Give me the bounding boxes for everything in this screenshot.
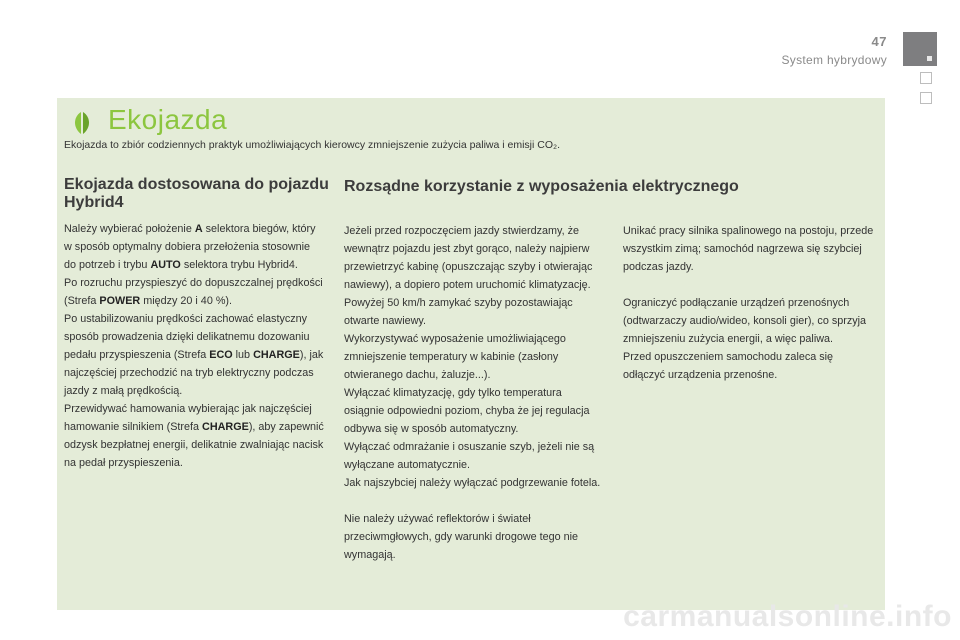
- ecodriving-panel: [57, 98, 885, 610]
- chapter-tab: [903, 32, 937, 66]
- right-column-text: [623, 222, 877, 384]
- middle-paragraph: Powyżej 50 km/h zamykać szyby pozostawiając otwarte nawiewy.: [344, 297, 573, 327]
- middle-paragraph: Wykorzystywać wyposażenie umożliwiającego zmniejszenie temperatury w kabinie (zasłony otwieranego dachu, żaluzje...).: [344, 333, 566, 381]
- leaf-icon: [69, 110, 95, 136]
- left-column-text: Należy wybierać położenie A selektora biegów, który w sposób optymalny dobiera przełożenia stosownie do potrzeb i trybu AUTO selektora trybu Hybrid4. Po rozruchu przyspieszyć do dopuszczalnej prędkości (Strefa POWER między 20 i 40 %). Po ustabilizowaniu prędkości zachować elastyczny sposób prowadzenia dzięki delikatnemu dozowaniu pedału przyspieszenia (Strefa ECO lub CHARGE), jak najczęściej przechodzić na tryb elektryczny podczas jazdy z małą prędkością. Przewidywać hamowania wybierając jak najczęściej hamowanie silnikiem (Strefa CHARGE), aby zapewnić odzysk bezpłatnej energii, delikatnie zwalniając nacisk na pedał przyspieszenia.: [64, 223, 324, 469]
- middle-paragraph: Jak najszybciej należy wyłączać podgrzewanie fotela.: [344, 477, 601, 489]
- right-paragraph: Ograniczyć podłączanie urządzeń przenośnych (odtwarzaczy audio/wideo, konsoli gier), co sprzyja zmniejszeniu zużycia energii, a więc paliwa.: [623, 297, 867, 345]
- middle-paragraph: Jeżeli przed rozpoczęciem jazdy stwierdzamy, że wewnątrz pojazdu jest zbyt gorąco, należy najpierw przewietrzyć kabinę (opuszczając szyby i otwierając nawiewy), a dopiero potem uruchomić klimatyzację.: [344, 225, 593, 291]
- intro-text: Ekojazda to zbiór codziennych praktyk umożliwiających kierowcy zmniejszenie zużycia paliwa i emisji CO₂.: [64, 139, 561, 151]
- right-paragraph: Unikać pracy silnika spalinowego na postoju, przede wszystkim zimą; samochód nagrzewa się szybciej podczas jazdy.: [623, 225, 874, 273]
- section-name: System hybrydowy: [781, 53, 887, 67]
- watermark: carmanualsonline.info: [623, 600, 952, 633]
- middle-paragraph: Nie należy używać reflektorów i świateł przeciwmgłowych, gdy warunki drogowe tego nie wymagają.: [344, 513, 579, 561]
- left-heading: Ekojazda dostosowana do pojazdu Hybrid4: [64, 176, 329, 211]
- page-number: 47: [871, 34, 887, 49]
- tab-mark: [927, 56, 932, 61]
- right-heading: Rozsądne korzystanie z wyposażenia elektrycznego: [344, 178, 739, 195]
- middle-column-text: [344, 222, 602, 564]
- right-paragraph: Przed opuszczeniem samochodu zaleca się odłączyć urządzenia przenośne.: [623, 351, 834, 381]
- chapter-tab-empty-1: [920, 72, 932, 84]
- middle-paragraph: Wyłączać odmrażanie i osuszanie szyb, jeżeli nie są wyłączane automatycznie.: [344, 441, 595, 471]
- middle-paragraph: Wyłączać klimatyzację, gdy tylko temperatura osiągnie odpowiedni poziom, chyba że jej regulacja odbywa się w sposób automatyczny.: [344, 387, 590, 435]
- chapter-tab-empty-2: [920, 92, 932, 104]
- section-title: Ekojazda: [108, 104, 228, 135]
